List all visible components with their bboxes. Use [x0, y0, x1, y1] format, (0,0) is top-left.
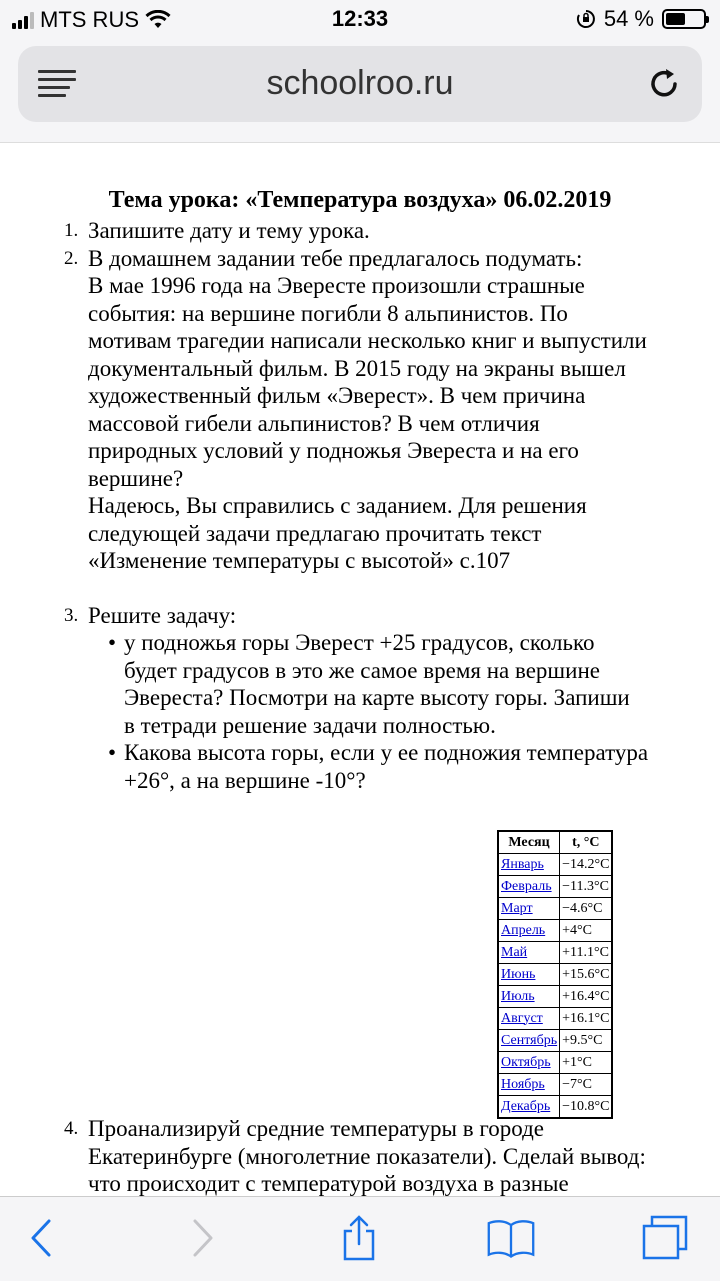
temperature-cell: −7°C [560, 1074, 613, 1096]
temperature-cell: −4.6°C [560, 898, 613, 920]
temperature-table [497, 830, 613, 1119]
bullet-list [88, 629, 708, 794]
task-line: Проанализируй средние температуры в городе [88, 1116, 544, 1141]
temperature-cell: +4°C [560, 920, 613, 942]
task-4 [62, 1115, 708, 1197]
month-cell [498, 1074, 560, 1096]
column-header: t, °C [560, 831, 613, 854]
month-cell [498, 1052, 560, 1074]
task-line: «Изменение температуры с высотой» с.107 [88, 548, 511, 573]
month-cell [498, 920, 560, 942]
bullet-line: +26°, а на вершине -10°? [124, 767, 366, 793]
bullet-line: в тетради решение задачи полностью. [124, 712, 496, 738]
lesson-title: Тема урока: «Температура воздуха» 06.02.2019 [108, 187, 612, 213]
table-row [498, 942, 612, 964]
task-line: события: на вершине погибли 8 альпинистов. По [88, 300, 568, 326]
share-button[interactable] [334, 1215, 384, 1261]
orientation-lock-icon [576, 9, 596, 29]
bookmarks-icon [486, 1216, 536, 1260]
table-header-row [498, 831, 612, 854]
bullet-item [108, 629, 708, 739]
task-number: 2. [64, 247, 79, 269]
temperature-cell: −11.3°C [560, 876, 613, 898]
table-row [498, 964, 612, 986]
carrier-name: MTS RUS [40, 7, 139, 32]
month-cell [498, 876, 560, 898]
temperature-cell: +9.5°C [560, 1030, 613, 1052]
task-line: художественный фильм «Эверест». В чем причина [88, 383, 586, 408]
table-row [498, 1008, 612, 1030]
battery-percent: 54 % [603, 6, 654, 31]
battery-icon [662, 9, 706, 29]
column-header: Месяц [498, 831, 560, 854]
month-link[interactable]: Август [501, 1010, 543, 1026]
table-row [498, 920, 612, 942]
temperature-cell: −14.2°C [560, 854, 613, 876]
month-link[interactable]: Апрель [501, 922, 546, 938]
task-3 [64, 602, 708, 795]
task-number: 3. [64, 604, 79, 626]
temperature-cell: +11.1°C [560, 942, 613, 964]
bottom-toolbar [0, 1196, 720, 1281]
temperature-cell: +1°C [560, 1052, 613, 1074]
month-link[interactable]: Ноябрь [501, 1076, 545, 1092]
month-cell [498, 964, 560, 986]
task-line: мотивам трагедии написали несколько книг и выпустили [88, 328, 647, 353]
bullet-line: • Какова высота горы, если у ее подножия температура [124, 740, 649, 765]
task-line: Надеюсь, Вы справились с заданием. Для решения [88, 493, 587, 518]
bullet-line: будет градусов в это же самое время на вершине [124, 657, 600, 683]
bullet-line: Эвереста? Посмотри на карте высоту горы. Запиши [124, 685, 630, 710]
forward-button[interactable] [178, 1215, 228, 1261]
table-row [498, 854, 612, 876]
clock: 12:33 [331, 6, 389, 31]
month-link[interactable]: Сентябрь [501, 1032, 558, 1048]
task-line: массовой гибели альпинистов? В чем отличия [88, 410, 540, 436]
temperature-cell: +16.4°C [560, 986, 613, 1008]
month-cell [498, 898, 560, 920]
table-row [498, 986, 612, 1008]
task-2 [64, 245, 708, 575]
task-line: что происходит с температурой воздуха в разные [88, 1171, 569, 1196]
bullet-line: • у подножья горы Эверест +25 градусов, сколько [124, 630, 595, 655]
url-text[interactable]: schoolroo.ru [266, 64, 454, 102]
back-icon [29, 1218, 53, 1258]
task-text: Запишите дату и тему урока. [88, 218, 370, 243]
table-row [498, 1074, 612, 1096]
month-cell [498, 854, 560, 876]
month-link[interactable]: Январь [501, 856, 544, 872]
task-line: В домашнем задании тебе предлагалось подумать: [88, 245, 583, 271]
temperature-cell: −10.8°C [560, 1096, 613, 1119]
temperature-cell: +15.6°C [560, 964, 613, 986]
month-cell [498, 986, 560, 1008]
month-link[interactable]: Июль [501, 988, 535, 1004]
month-cell [498, 1030, 560, 1052]
task-line: Екатеринбурге (многолетние показатели). Сделай вывод: [88, 1143, 646, 1169]
status-bar [0, 0, 720, 40]
task-number: 4. [64, 1118, 79, 1139]
month-link[interactable]: Октябрь [501, 1054, 551, 1070]
temperature-cell: +16.1°C [560, 1008, 613, 1030]
table-row [498, 898, 612, 920]
table-row [498, 876, 612, 898]
table-row [498, 1030, 612, 1052]
tabs-icon [640, 1214, 690, 1262]
month-link[interactable]: Декабрь [501, 1098, 551, 1114]
task-1 [64, 217, 708, 245]
task-number: 1. [64, 220, 79, 241]
share-icon [339, 1214, 379, 1262]
reload-icon[interactable] [646, 66, 682, 102]
month-link[interactable]: Март [501, 900, 533, 916]
task-text: Решите задачу: [88, 602, 237, 628]
forward-icon [191, 1218, 215, 1258]
task-line: В мае 1996 года на Эвересте произошли страшные [88, 273, 585, 298]
month-cell [498, 1008, 560, 1030]
month-link[interactable]: Май [501, 944, 528, 960]
bullet-item [108, 739, 708, 794]
task-line: следующей задачи предлагаю прочитать текст [88, 520, 542, 546]
status-right [576, 6, 706, 32]
task-line: природных условий у подножья Эвереста и на его [88, 438, 579, 463]
month-link[interactable]: Июнь [501, 966, 536, 982]
tabs-button[interactable] [640, 1215, 690, 1261]
table-row [498, 1052, 612, 1074]
address-bar[interactable] [18, 46, 702, 122]
month-cell [498, 942, 560, 964]
bookmarks-button[interactable] [486, 1215, 536, 1261]
page-content [0, 142, 720, 1197]
back-button[interactable] [16, 1215, 66, 1261]
task-line: вершине? [88, 465, 184, 491]
month-link[interactable]: Февраль [501, 878, 552, 894]
task-list [62, 217, 708, 794]
task-line: документальный фильм. В 2015 году на экраны вышел [88, 355, 626, 381]
